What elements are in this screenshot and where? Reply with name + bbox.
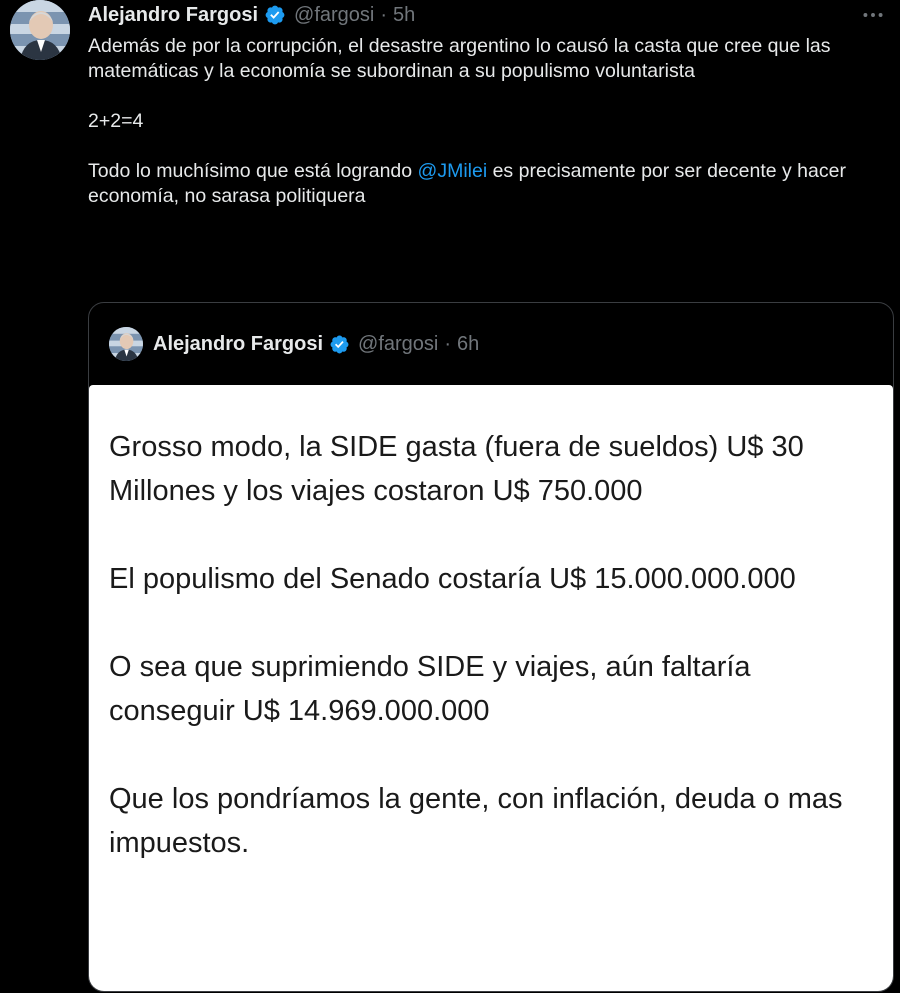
quoted-tweet-header (89, 303, 893, 385)
author-avatar-icon[interactable] (10, 0, 70, 60)
tweet-paragraph: Además de por la corrupción, el desastre argentino lo causó la casta que cree que las matemáticas y la economía se subordinan a su populismo voluntarista (88, 35, 831, 82)
quoted-paragraph: Que los pondríamos la gente, con inflación, deuda o mas impuestos. (109, 783, 843, 859)
author-handle[interactable]: @fargosi (294, 3, 375, 26)
quoted-tweet[interactable] (88, 302, 894, 992)
tweet-text-segment: Todo lo muchísimo que está logrando (88, 160, 418, 182)
tweet-header (88, 0, 415, 30)
quoted-author-handle: @fargosi (358, 332, 439, 355)
more-options-icon[interactable] (860, 2, 886, 28)
quoted-tweet-timestamp: 6h (457, 332, 480, 355)
verified-badge-icon (329, 334, 350, 355)
quoted-paragraph: O sea que suprimiendo SIDE y viajes, aún faltaría conseguir U$ 14.969.000.000 (109, 651, 751, 727)
quoted-author-name: Alejandro Fargosi (153, 332, 324, 355)
tweet-text (88, 34, 878, 209)
quoted-author-avatar-icon (109, 327, 143, 361)
quoted-paragraph: El populismo del Senado costaría U$ 15.000.000.000 (109, 563, 796, 595)
separator-dot: · (444, 332, 452, 355)
quoted-image-text (109, 425, 879, 865)
quoted-image-card (89, 385, 893, 991)
quoted-paragraph: Grosso modo, la SIDE gasta (fuera de sueldos) U$ 30 Millones y los viajes costaron U$ 750.000 (109, 431, 804, 507)
tweet-paragraph: 2+2=4 (88, 110, 144, 132)
tweet-text-segment: es precisamente por ser decente y hacer economía, no sarasa politiquera (88, 160, 846, 207)
author-name[interactable]: Alejandro Fargosi (88, 3, 259, 26)
tweet-paragraph (88, 159, 878, 209)
tweet-timestamp[interactable]: 5h (393, 3, 416, 26)
verified-badge-icon (264, 4, 286, 26)
separator-dot: · (380, 3, 388, 26)
mention-link[interactable]: @JMilei (417, 160, 488, 182)
